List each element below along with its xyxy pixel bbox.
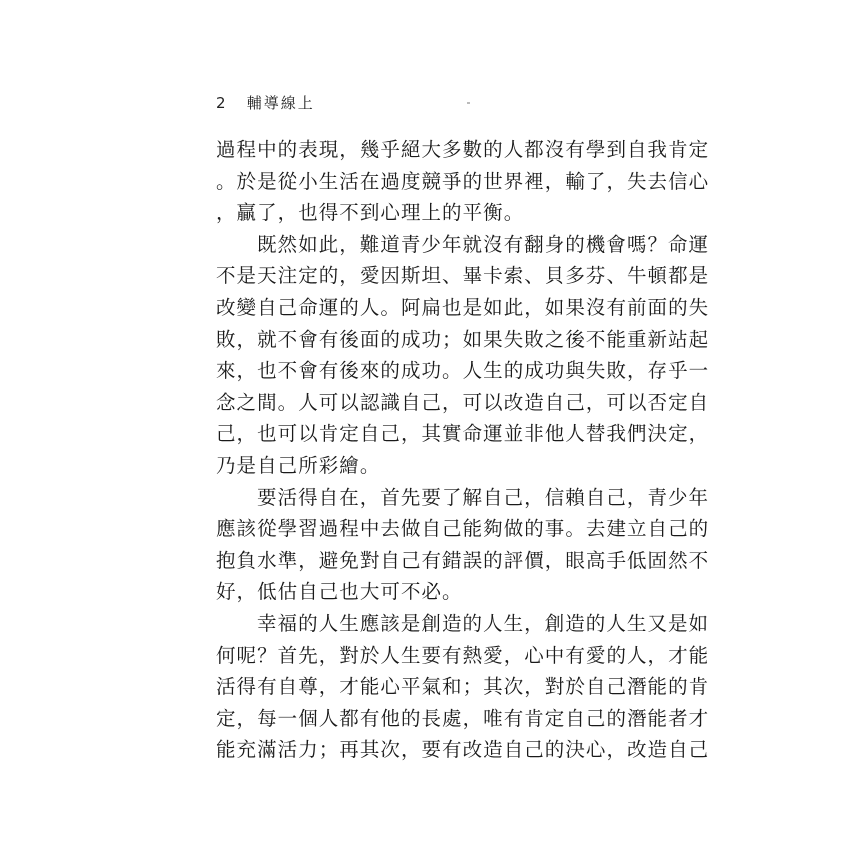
text-line: 來，也不會有後來的成功。人生的成功與失敗，存乎一 <box>216 359 710 383</box>
page-number: 2 <box>216 94 226 112</box>
running-header <box>216 92 315 113</box>
text-line: 。於是從小生活在過度競爭的世界裡，輸了，失去信心 <box>216 169 710 193</box>
text-line: 抱負水準，避免對自己有錯誤的評價，眼高手低固然不 <box>216 548 710 572</box>
text-line: 乃是自己所彩繪。 <box>216 453 381 477</box>
text-line: 要活得自在，首先要了解自己，信賴自己，青少年 <box>257 485 710 509</box>
text-line: 好，低估自己也大可不必。 <box>216 580 463 604</box>
text-line: 不是天注定的，愛因斯坦、畢卡索、貝多芬、牛頓都是 <box>216 264 710 288</box>
text-line: 己，也可以肯定自己，其實命運並非他人替我們決定， <box>216 422 710 446</box>
text-line: 幸福的人生應該是創造的人生，創造的人生又是如 <box>257 611 710 635</box>
text-line: 既然如此，難道青少年就沒有翻身的機會嗎？命運 <box>257 232 710 256</box>
running-title: 輔導線上 <box>246 94 315 112</box>
text-line: ，贏了，也得不到心理上的平衡。 <box>216 201 525 225</box>
text-line: 過程中的表現，幾乎絕大多數的人都沒有學到自我肯定 <box>216 138 710 161</box>
text-line: 能充滿活力；再其次，要有改造自己的決心，改造自己 <box>216 738 710 762</box>
text-line: 定，每一個人都有他的長處，唯有肯定自己的潛能者才 <box>216 706 710 730</box>
text-line: 改變自己命運的人。阿扁也是如此，如果沒有前面的失 <box>216 295 710 319</box>
text-line: 應該從學習過程中去做自己能夠做的事。去建立自己的 <box>216 517 710 541</box>
body-text <box>216 134 710 766</box>
text-line: 活得有自尊，才能心平氣和；其次，對於自己潛能的肯 <box>216 675 710 699</box>
text-line: 念之間。人可以認識自己，可以改造自己，可以否定自 <box>216 390 710 414</box>
text-line: 何呢？首先，對於人生要有熱愛，心中有愛的人，才能 <box>216 643 710 667</box>
scan-speck <box>467 102 470 104</box>
text-line: 敗，就不會有後面的成功；如果失敗之後不能重新站起 <box>216 327 710 351</box>
